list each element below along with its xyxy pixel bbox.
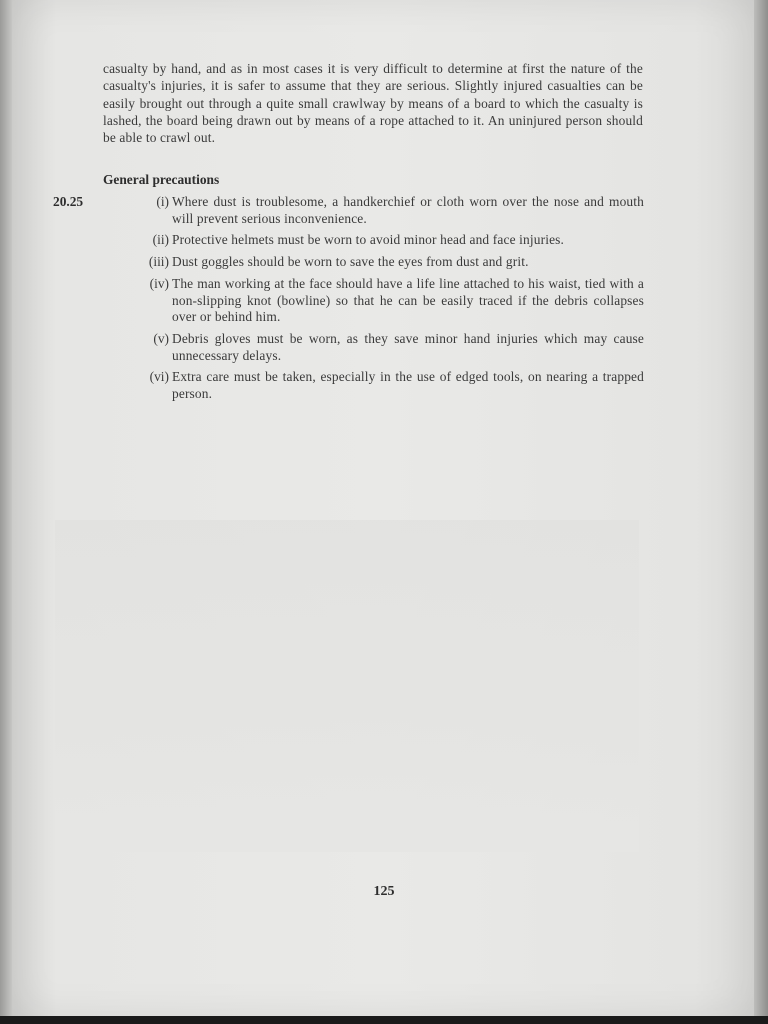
list-item [110, 276, 644, 326]
list-item-number: (ii) [152, 232, 169, 248]
list-item [110, 331, 644, 364]
body-paragraph: casualty by hand, and as in most cases it is very difficult to determine at first the nature of the casualty's injuries, it is safer to assume that they are serious. Slightly injured casualties can be easily brought out through a quite small crawlway by means of a board to which the casualty is lashed, the board being drawn out by means of a rope attached to it. An uninjured person should be able to crawl out. [103, 61, 643, 146]
list-item-number: (iv) [149, 275, 169, 291]
list-item [110, 232, 644, 249]
section-heading: General precautions [103, 172, 220, 187]
page-edge [754, 0, 768, 1024]
faded-show-through-image [55, 520, 639, 852]
list-item-text: Where dust is troublesome, a handkerchief or cloth worn over the nose and mouth will prevent serious inconvenience. [172, 194, 644, 226]
book-page [12, 0, 754, 1016]
page-bottom-edge [0, 1016, 768, 1024]
list-item [110, 194, 644, 227]
list-item-text: Protective helmets must be worn to avoid minor head and face injuries. [172, 232, 565, 248]
list-item [110, 369, 644, 402]
list-item [110, 254, 644, 271]
book-gutter [0, 0, 12, 1024]
list-item-text: Debris gloves must be worn, as they save minor hand injuries which may cause unnecessary delays. [172, 330, 644, 363]
list-item-text: Dust goggles should be worn to save the eyes from dust and grit. [172, 254, 529, 270]
list-item-number: (iii) [148, 254, 169, 270]
list-item-text: The man working at the face should have a life line attached to his waist, tied with a non-slipping knot (bowline) so that he can be easily traced if the debris collapses over or behind him. [172, 275, 644, 325]
section-number: 20.25 [53, 194, 84, 209]
list-item-number: (i) [156, 194, 169, 209]
precautions-list [110, 194, 644, 408]
page-number: 125 [373, 884, 395, 899]
list-item-number: (vi) [149, 369, 169, 385]
list-item-text: Extra care must be taken, especially in the use of edged tools, on nearing a trapped person. [172, 369, 644, 401]
list-item-number: (v) [153, 330, 169, 346]
